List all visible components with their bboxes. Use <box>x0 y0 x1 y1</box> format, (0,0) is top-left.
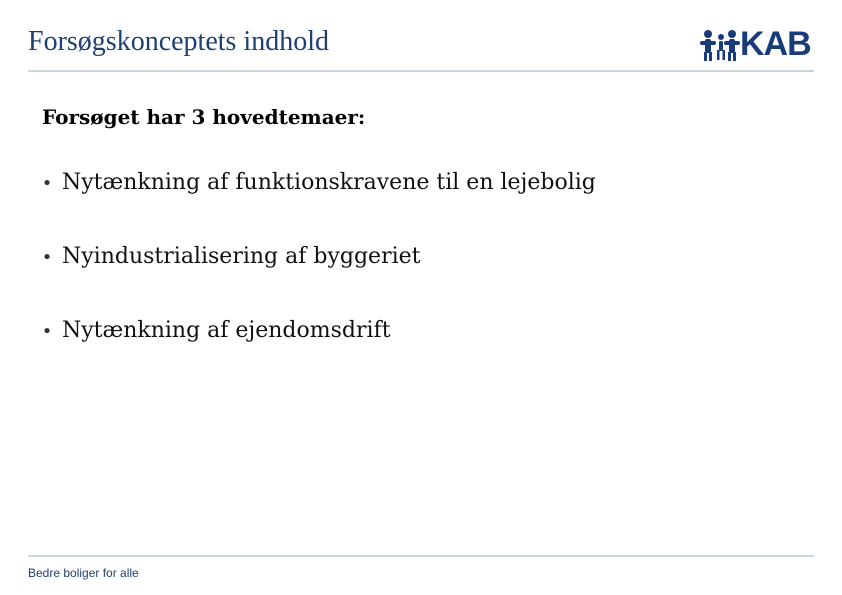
footer-tagline: Bedre boliger for alle <box>28 566 139 580</box>
bullet-item <box>32 244 596 318</box>
bullet-dot-icon: • <box>41 173 53 194</box>
bullet-dot-icon: • <box>41 321 53 342</box>
bullet-text: Nytænkning af ejendomsdrift <box>62 318 391 343</box>
bullet-text: Nyindustrialisering af byggeriet <box>62 244 421 269</box>
bullet-item <box>32 170 596 244</box>
people-figures-icon <box>700 28 740 62</box>
kab-logo <box>700 25 814 63</box>
logo-wordmark: KAB <box>740 25 811 63</box>
bullet-list <box>32 170 596 392</box>
bullet-item <box>32 318 596 392</box>
footer-divider <box>28 555 814 557</box>
content-heading: Forsøget har 3 hovedtemaer: <box>42 105 366 129</box>
slide-title: Forsøgskonceptets indhold <box>28 26 329 57</box>
bullet-text: Nytænkning af funktionskravene til en lejebolig <box>62 170 596 195</box>
title-divider <box>28 70 814 72</box>
bullet-dot-icon: • <box>41 247 53 268</box>
